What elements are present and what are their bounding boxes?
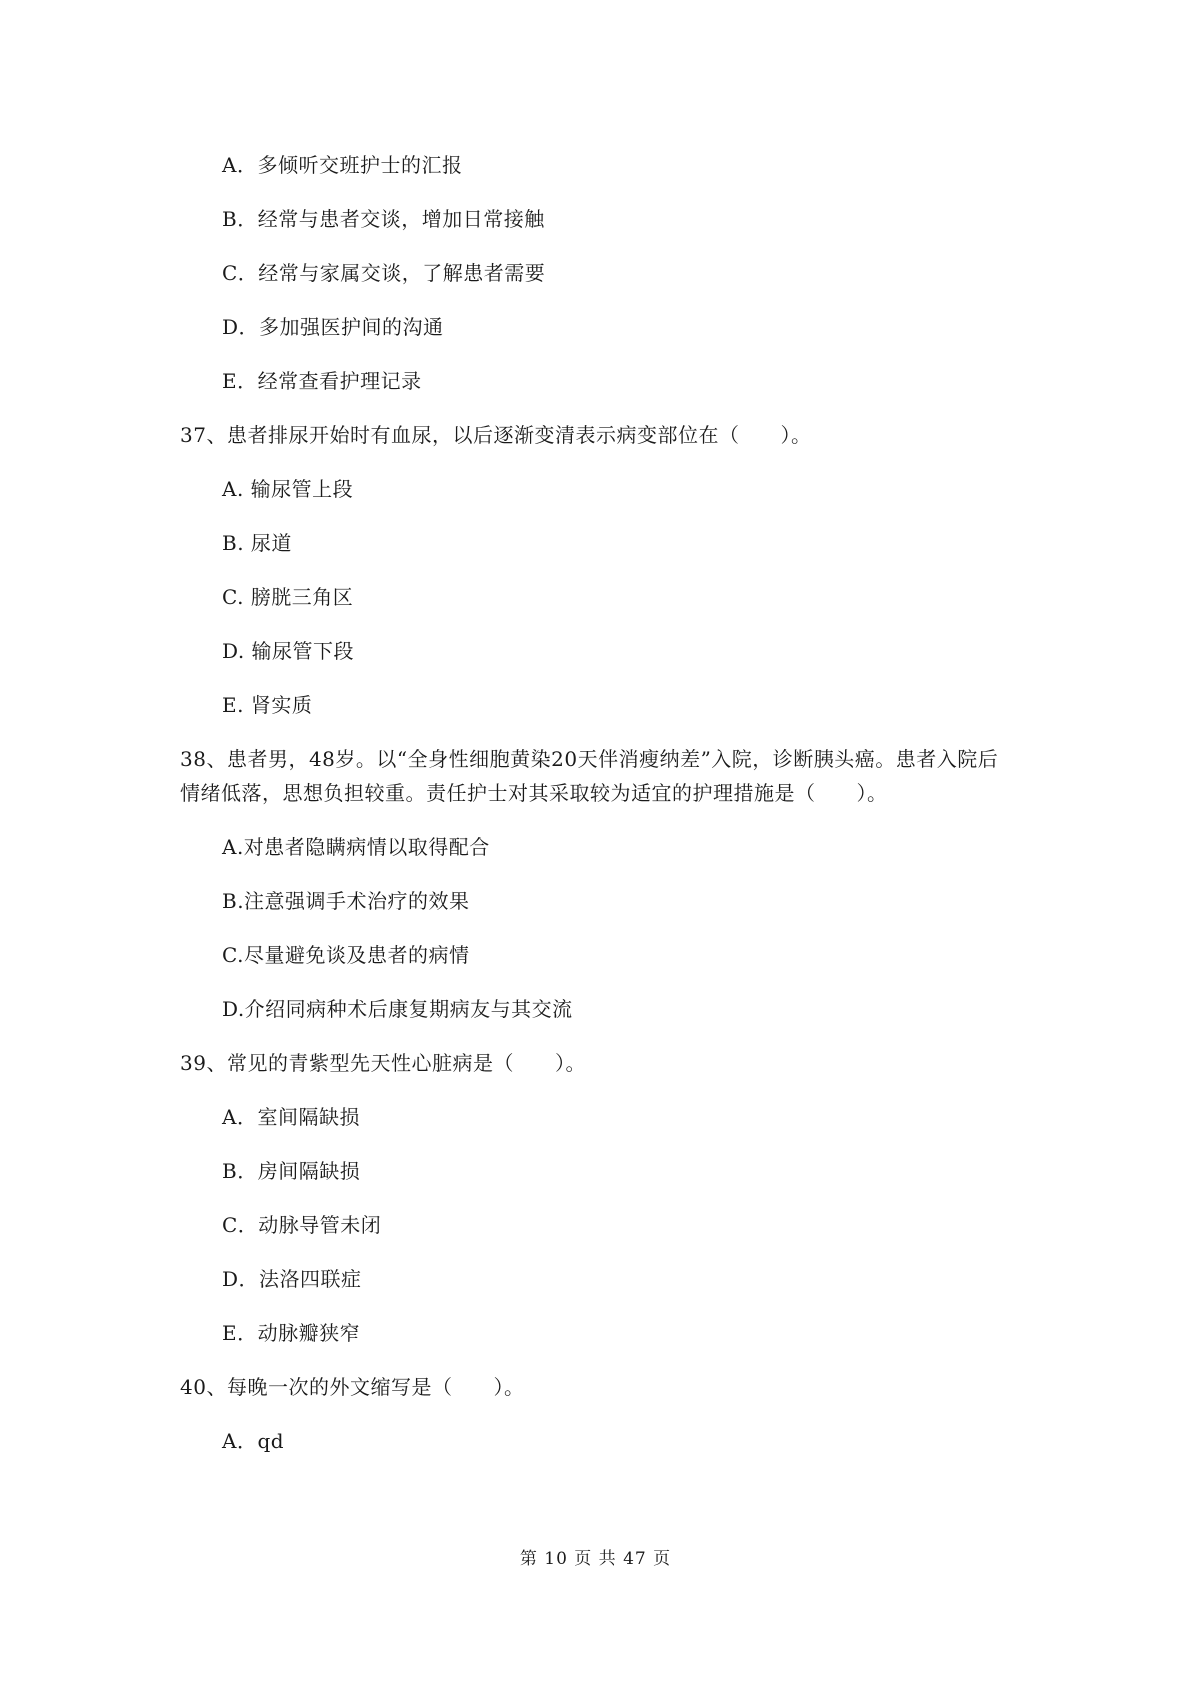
- q36-option-e: E．经常查看护理记录: [222, 369, 422, 393]
- q39-option-e: E．动脉瓣狭窄: [222, 1321, 361, 1345]
- q36-option-a: A．多倾听交班护士的汇报: [222, 153, 463, 177]
- q36-option-b: B．经常与患者交谈，增加日常接触: [222, 207, 545, 231]
- q37-option-e: E. 肾实质: [222, 693, 313, 717]
- q36-option-d: D．多加强医护间的沟通: [222, 315, 444, 339]
- q38-option-b: B.注意强调手术治疗的效果: [222, 889, 470, 913]
- q39-stem: 39、常见的青紫型先天性心脏病是（ ）。: [180, 1051, 586, 1075]
- page-footer: 第 10 页 共 47 页: [519, 1549, 672, 1569]
- q38-option-d: D.介绍同病种术后康复期病友与其交流: [222, 997, 573, 1021]
- q37-option-a: A. 输尿管上段: [222, 477, 354, 501]
- q40-option-a: A．qd: [222, 1429, 285, 1453]
- q38-stem-line1: 38、患者男，48岁。以“全身性细胞黄染20天伴消瘦纳差”入院，诊断胰头癌。患者入院后: [180, 747, 999, 771]
- q39-option-d: D．法洛四联症: [222, 1267, 362, 1291]
- q36-option-c: C．经常与家属交谈，了解患者需要: [222, 261, 546, 285]
- q37-option-c: C. 膀胱三角区: [222, 585, 354, 609]
- q38-stem-line2: 情绪低落，思想负担较重。责任护士对其采取较为适宜的护理措施是（ ）。: [180, 781, 888, 805]
- q37-stem: 37、患者排尿开始时有血尿，以后逐渐变清表示病变部位在（ ）。: [180, 423, 812, 447]
- q37-option-b: B. 尿道: [222, 531, 292, 555]
- q38-option-a: A.对患者隐瞒病情以取得配合: [222, 835, 490, 859]
- q39-option-b: B．房间隔缺损: [222, 1159, 361, 1183]
- q40-stem: 40、每晚一次的外文缩写是（ ）。: [180, 1375, 525, 1399]
- q38-option-c: C.尽量避免谈及患者的病情: [222, 943, 470, 967]
- q39-option-c: C．动脉导管未闭: [222, 1213, 382, 1237]
- q37-option-d: D. 输尿管下段: [222, 639, 355, 663]
- q39-option-a: A．室间隔缺损: [222, 1105, 360, 1129]
